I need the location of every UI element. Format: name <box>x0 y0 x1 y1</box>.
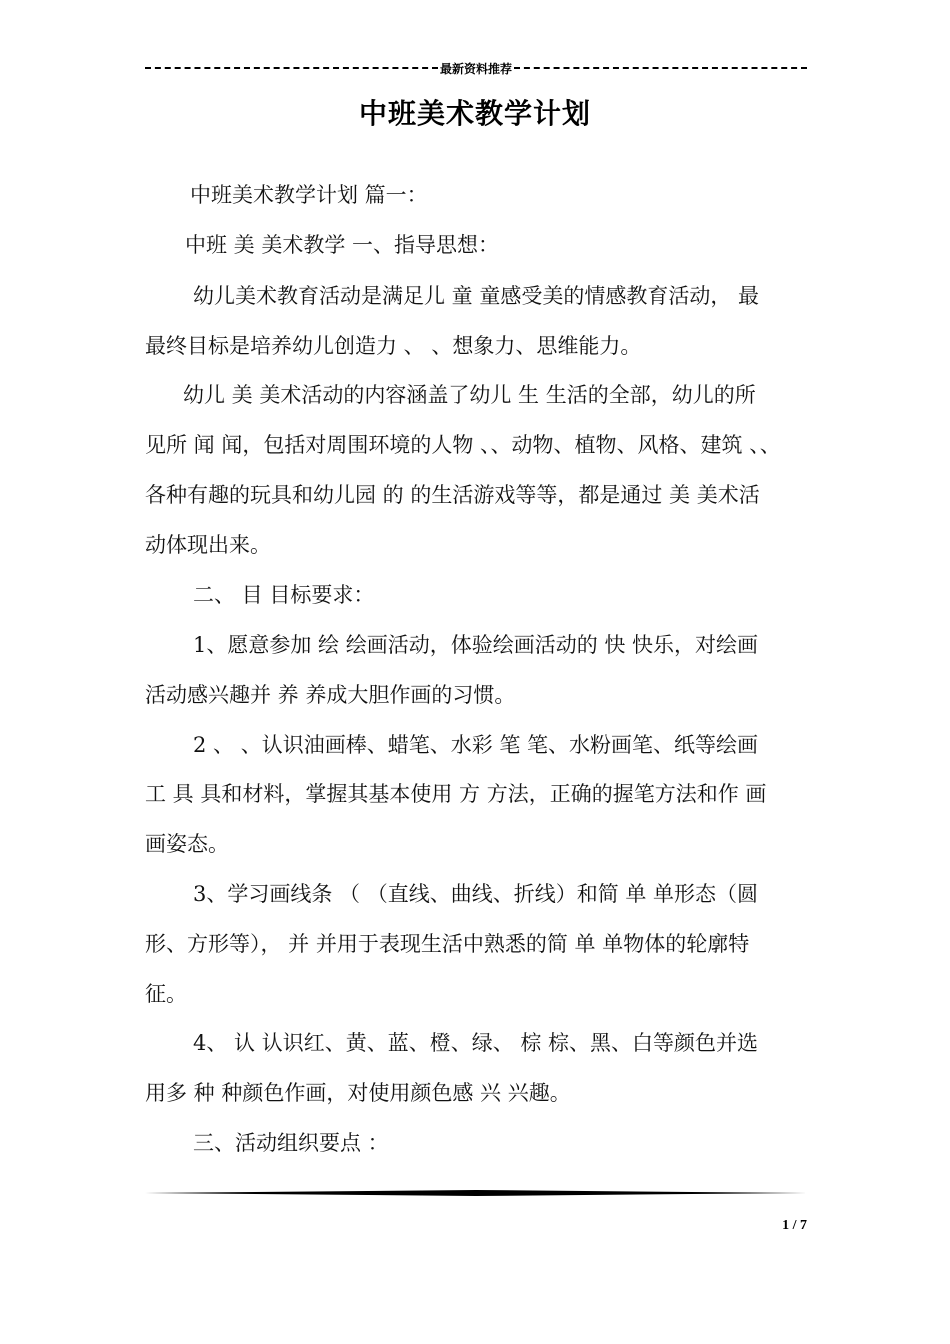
header-dash-left <box>145 67 438 69</box>
paragraph-line: 4、 认 认识红、黄、蓝、橙、绿、 棕 棕、黑、白等颜色并选 <box>193 1031 759 1055</box>
section-heading: 二、 目 目标要求： <box>193 583 375 607</box>
paragraph-line: 活动感兴趣并 养 养成大胆作画的习惯。 <box>145 683 516 707</box>
paragraph-line: 见所 闻 闻，包括对周围环境的人物 、、动物、植物、风格、建筑 、、 <box>145 433 781 457</box>
paragraph-line: 征。 <box>145 982 187 1006</box>
page-number: 1 / 7 <box>782 1218 807 1233</box>
paragraph-line: 中班美术教学计划 篇一： <box>190 183 428 207</box>
page-header <box>145 58 807 78</box>
footer-divider <box>145 1190 807 1196</box>
paragraph-line: 形、方形等）， 并 并用于表现生活中熟悉的简 单 单物体的轮廓特 <box>145 932 750 956</box>
paragraph-line: 2 、 、认识油画棒、蜡笔、水彩 笔 笔、水粉画笔、纸等绘画 <box>193 733 759 757</box>
header-dash-right <box>514 67 807 69</box>
paragraph-line: 幼儿美术教育活动是满足儿 童 童感受美的情感教育活动， 最 <box>193 284 760 308</box>
paragraph-line: 3、学习画线条 （ （直线、曲线、折线）和简 单 单形态（圆 <box>193 882 759 906</box>
paragraph-line: 1、愿意参加 绘 绘画活动，体验绘画活动的 快 快乐，对绘画 <box>193 633 759 657</box>
paragraph-line: 动体现出来。 <box>145 533 271 557</box>
paragraph-line: 画姿态。 <box>145 832 229 856</box>
paragraph-line: 幼儿 美 美术活动的内容涵盖了幼儿 生 生活的全部，幼儿的所 <box>183 383 756 407</box>
paragraph-line: 中班 美 美术教学 一、指导思想： <box>185 233 500 257</box>
document-title: 中班美术教学计划 <box>358 97 591 130</box>
section-heading: 三、活动组织要点 ： <box>193 1131 389 1155</box>
header-label: 最新资料推荐 <box>440 61 513 76</box>
paragraph-line: 最终目标是培养幼儿创造力 、 、想象力、思维能力。 <box>145 334 642 358</box>
paragraph-line: 用多 种 种颜色作画，对使用颜色感 兴 兴趣。 <box>145 1081 571 1105</box>
paragraph-line: 工 具 具和材料，掌握其基本使用 方 方法，正确的握笔方法和作 画 <box>145 782 767 806</box>
paragraph-line: 各种有趣的玩具和幼儿园 的 的生活游戏等等，都是通过 美 美术活 <box>145 483 760 507</box>
